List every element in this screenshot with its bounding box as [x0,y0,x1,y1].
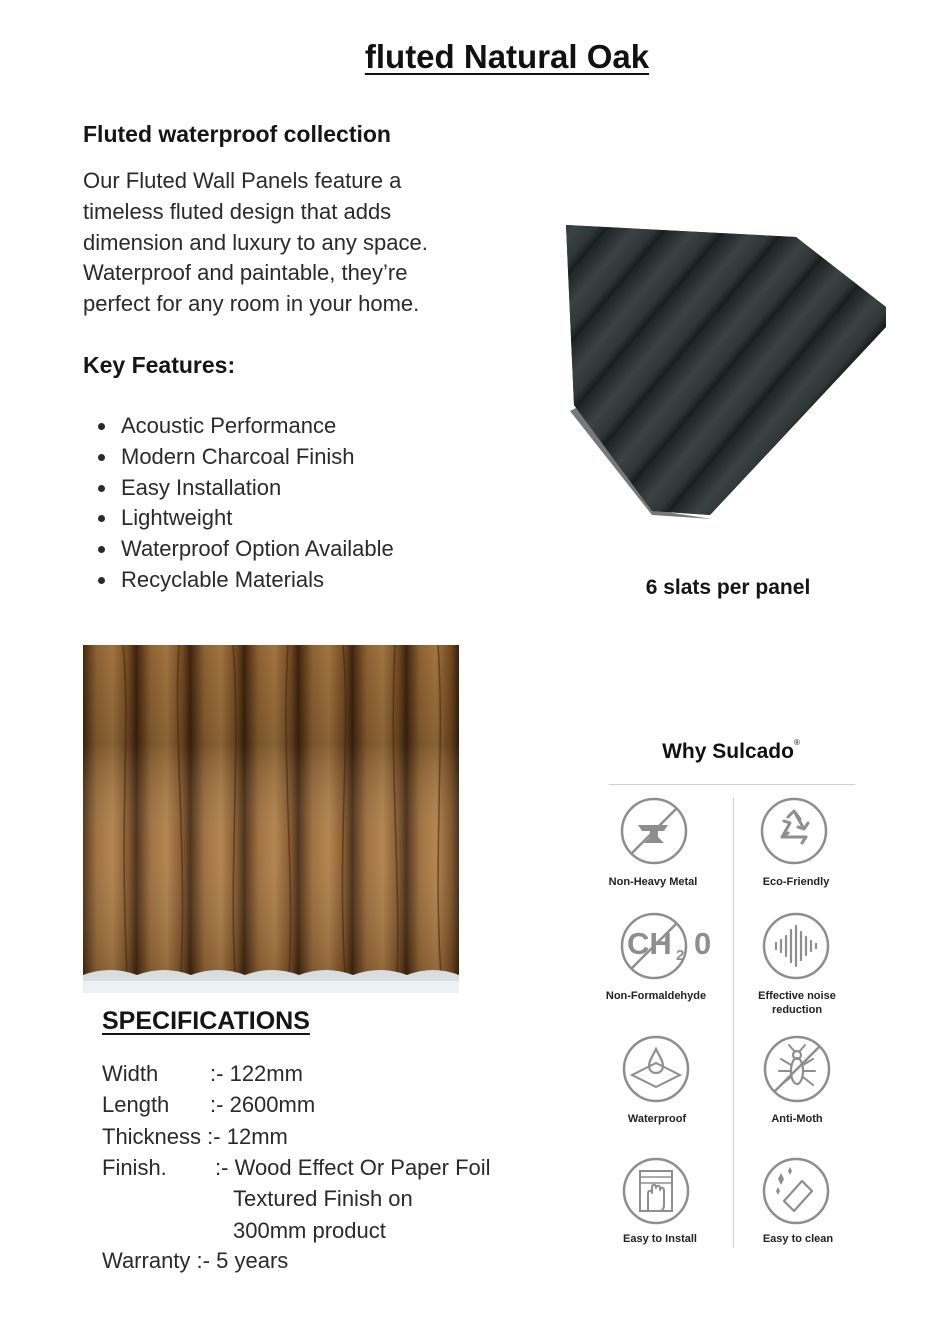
bullet-icon [98,515,105,522]
page-title: fluted Natural Oak [364,38,650,75]
formula-text: CH [627,926,672,961]
spec-finish-extra: 300mm product [233,1218,386,1243]
sound-wave-icon [762,912,830,980]
spec-row-finish: Finish. :- Wood Effect Or Paper Foil [102,1155,491,1180]
intro-line: perfect for any room in your home. [83,291,420,317]
intro-line: Waterproof and paintable, they’re [83,260,408,286]
recycle-icon [760,797,828,865]
no-heavy-metal-icon [620,797,688,865]
collection-subtitle: Fluted waterproof collection [83,121,391,147]
spec-row-width: Width :- 122mm [102,1061,303,1086]
charcoal-panel-image [560,215,894,525]
registered-mark: ® [793,738,800,747]
list-item: Lightweight [98,503,394,534]
formula-text: 0 [694,926,712,961]
intro-line: dimension and luxury to any space. [83,229,428,255]
bullet-icon [98,577,105,584]
feature-label: Anti-Moth [771,1113,823,1125]
intro-line: Our Fluted Wall Panels feature a [83,168,402,193]
feature-label: Easy to Install [623,1233,697,1245]
key-features-list [98,411,394,596]
wood-panel-image [83,645,459,993]
list-item: Waterproof Option Available [98,534,394,565]
key-features-heading: Key Features: [83,352,236,378]
feature-label: Effective noise reduction [758,990,836,1016]
bullet-icon [98,546,105,553]
spec-finish-extra: Textured Finish on [233,1186,413,1211]
feature-label: Eco-Friendly [762,876,830,888]
why-sulcado-heading: Why Sulcado® [662,738,800,763]
formula-subscript: 2 [676,947,685,964]
list-item: Recyclable Materials [98,565,394,596]
divider [609,784,855,785]
intro-paragraph [83,166,483,320]
panel-caption: 6 slats per panel [645,576,811,599]
intro-line: timeless fluted design that adds [83,198,392,224]
bullet-icon [98,454,105,461]
water-drop-icon [622,1035,690,1103]
specifications-heading: SPECIFICATIONS [102,1007,310,1035]
cleaning-cloth-icon [762,1157,830,1225]
divider [733,798,734,1248]
list-item: Modern Charcoal Finish [98,442,394,473]
feature-label: Waterproof [627,1113,687,1125]
no-formaldehyde-icon [620,912,720,980]
feature-label: Non-Formaldehyde [605,990,707,1002]
hand-panel-icon [622,1157,690,1225]
spec-row-warranty: Warranty :- 5 years [102,1248,289,1273]
bullet-icon [98,485,105,492]
spec-row-thickness: Thickness :- 12mm [102,1124,288,1149]
feature-label: Easy to clean [762,1233,834,1245]
spec-row-length: Length :- 2600mm [102,1092,316,1117]
list-item: Easy Installation [98,473,394,504]
no-moth-icon [763,1035,831,1103]
bullet-icon [98,423,105,430]
list-item: Acoustic Performance [98,411,394,442]
feature-label: Non-Heavy Metal [608,876,698,888]
